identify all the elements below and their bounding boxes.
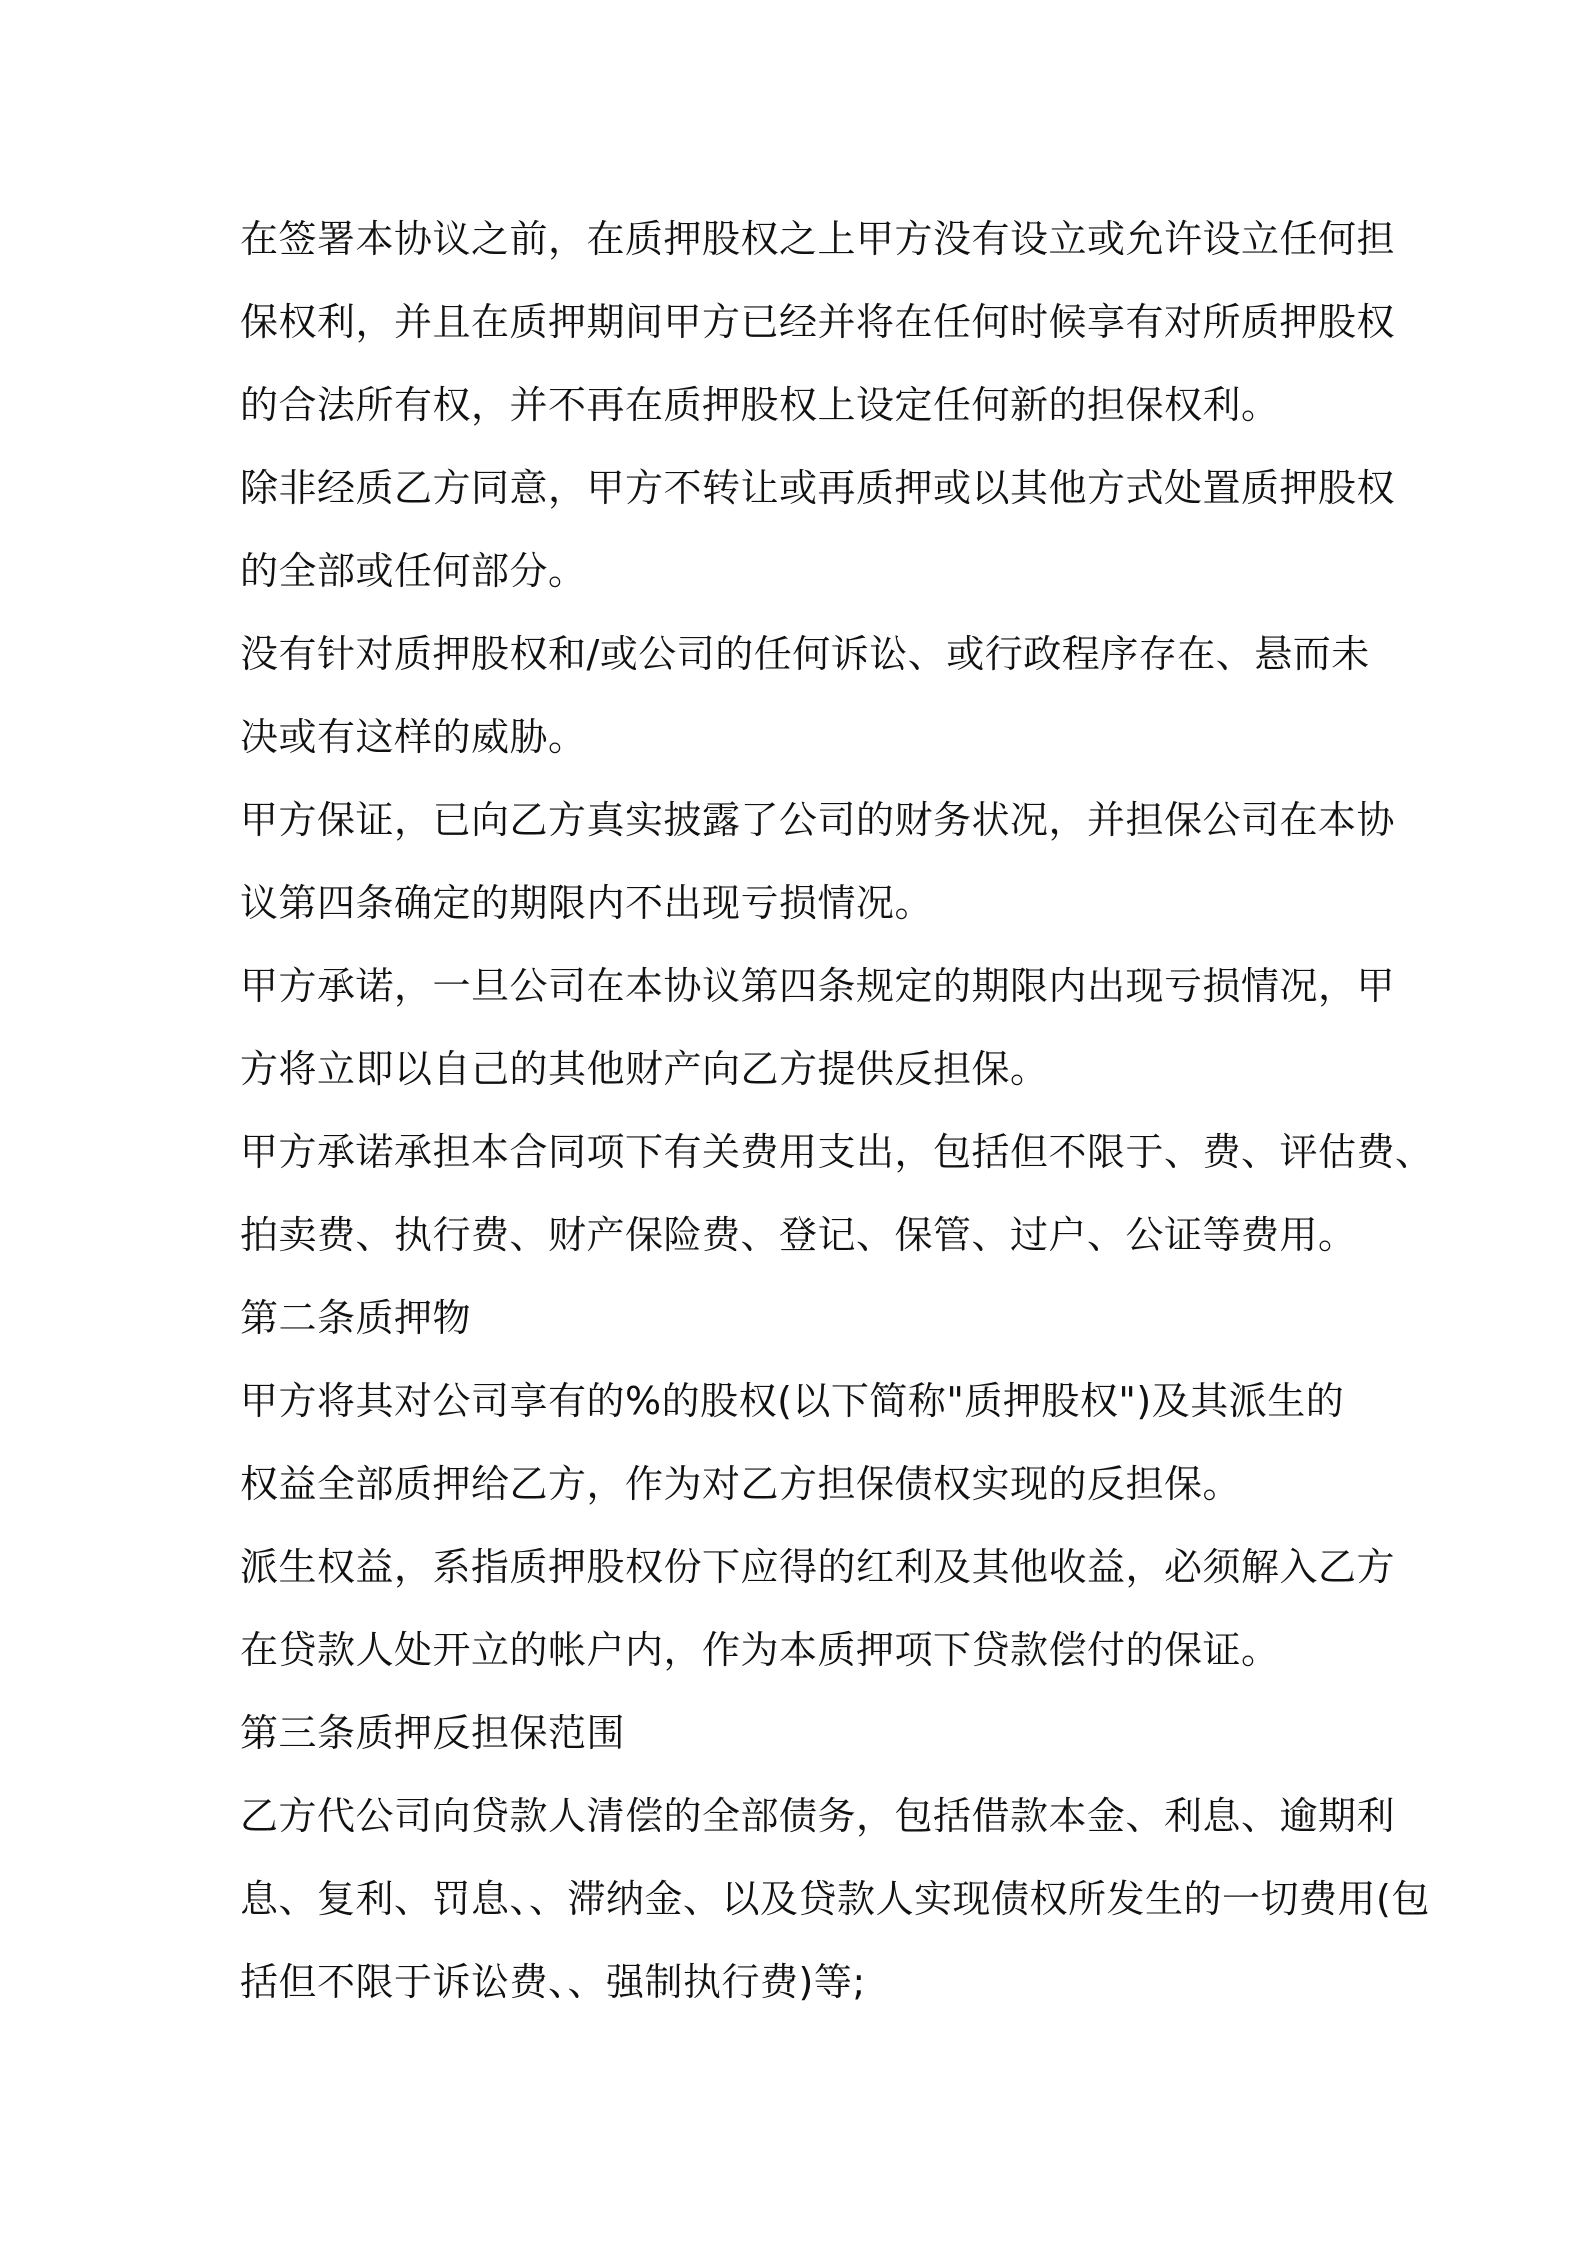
text-line: 甲方将其对公司享有的%的股权(以下简称"质押股权")及其派生的 bbox=[240, 1379, 1345, 1423]
text-line: 甲方保证，已向乙方真实披露了公司的财务状况，并担保公司在本协 bbox=[240, 798, 1396, 842]
text-line: 权益全部质押给乙方，作为对乙方担保债权实现的反担保。 bbox=[240, 1462, 1242, 1506]
heading-article-3 bbox=[240, 1692, 1360, 1775]
paragraph-no-transfer bbox=[240, 447, 1396, 613]
text-line: 除非经质乙方同意，甲方不转让或再质押或以其他方式处置质押股权 bbox=[240, 466, 1396, 510]
text-line: 息、复利、罚息、、滞纳金、以及贷款人实现债权所发生的一切费用(包 bbox=[240, 1877, 1430, 1921]
paragraph-no-litigation bbox=[240, 613, 1370, 779]
paragraph-pledge-no-prior-security bbox=[240, 198, 1396, 447]
text-line: 的全部或任何部分。 bbox=[240, 549, 587, 593]
document-body bbox=[240, 198, 1434, 2024]
text-line: 议第四条确定的期限内不出现亏损情况。 bbox=[240, 881, 934, 925]
paragraph-counter-guarantee-promise bbox=[240, 945, 1396, 1111]
text-line: 方将立即以自己的其他财产向乙方提供反担保。 bbox=[240, 1047, 1049, 1091]
paragraph-financial-disclosure bbox=[240, 779, 1396, 945]
text-line: 甲方承诺，一旦公司在本协议第四条规定的期限内出现亏损情况，甲 bbox=[240, 964, 1396, 1008]
paragraph-derived-rights bbox=[240, 1526, 1396, 1692]
text-line: 决或有这样的威胁。 bbox=[240, 715, 587, 759]
text-line: 保权利，并且在质押期间甲方已经并将在任何时候享有对所质押股权 bbox=[240, 300, 1396, 344]
heading-article-2 bbox=[240, 1277, 1360, 1360]
paragraph-expenses bbox=[240, 1111, 1434, 1277]
text-line: 的合法所有权，并不再在质押股权上设定任何新的担保权利。 bbox=[240, 383, 1280, 427]
text-line: 派生权益，系指质押股权份下应得的红利及其他收益，必须解入乙方 bbox=[240, 1545, 1396, 1589]
text-line: 括但不限于诉讼费、、强制执行费)等; bbox=[240, 1960, 866, 2004]
paragraph-guarantee-scope bbox=[240, 1775, 1430, 2024]
paragraph-pledged-equity bbox=[240, 1360, 1360, 1526]
section-heading: 第三条质押反担保范围 bbox=[240, 1711, 626, 1755]
text-line: 拍卖费、执行费、财产保险费、登记、保管、过户、公证等费用。 bbox=[240, 1213, 1357, 1257]
section-heading: 第二条质押物 bbox=[240, 1296, 472, 1340]
text-line: 甲方承诺承担本合同项下有关费用支出，包括但不限于、费、评估费、 bbox=[240, 1130, 1434, 1174]
text-line: 没有针对质押股权和/或公司的任何诉讼、或行政程序存在、悬而未 bbox=[240, 632, 1370, 676]
text-line: 乙方代公司向贷款人清偿的全部债务，包括借款本金、利息、逾期利 bbox=[240, 1794, 1396, 1838]
text-line: 在贷款人处开立的帐户内，作为本质押项下贷款偿付的保证。 bbox=[240, 1628, 1280, 1672]
text-line: 在签署本协议之前，在质押股权之上甲方没有设立或允许设立任何担 bbox=[240, 217, 1396, 261]
